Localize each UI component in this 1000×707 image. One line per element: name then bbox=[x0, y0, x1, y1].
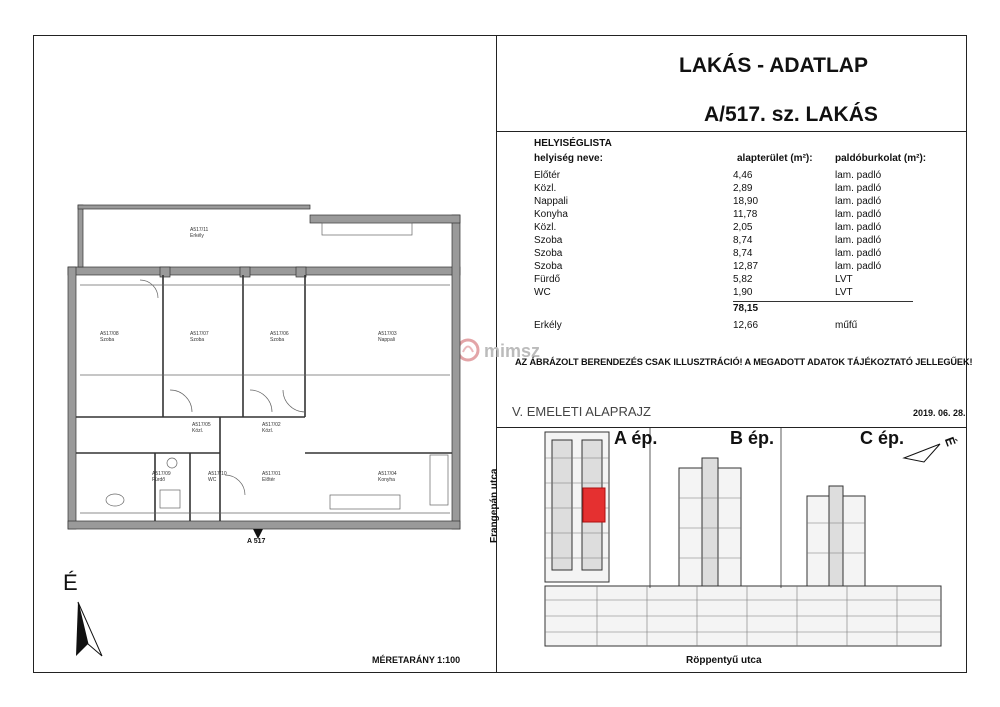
room-row-floor: lam. padló bbox=[835, 209, 882, 220]
room-row-floor: lam. padló bbox=[835, 261, 882, 272]
north-arrow-icon bbox=[72, 600, 106, 658]
room-row-name: Fürdő bbox=[534, 274, 561, 285]
balcony-floor: műfű bbox=[835, 320, 858, 331]
room-row-floor: lam. padló bbox=[835, 170, 882, 181]
col-header-floor: paldóburkolat (m²): bbox=[835, 153, 927, 164]
disclaimer: AZ ÁBRÁZOLT BERENDEZÉS CSAK ILLUSZTRÁCIÓ! A MEGADOTT ADATOK TÁJÉKOZTATÓ JELLEGŰEK! bbox=[515, 357, 973, 367]
room-row-name: Közl. bbox=[534, 222, 557, 233]
room-row-name: Szoba bbox=[534, 261, 563, 272]
street-bottom-label: Röppentyű utca bbox=[686, 655, 762, 666]
floor-plan-drawing bbox=[60, 195, 480, 555]
col-header-area: alapterület (m²): bbox=[737, 153, 813, 164]
room-row-floor: LVT bbox=[835, 287, 853, 298]
room-row-area: 12,87 bbox=[733, 261, 759, 272]
scale-label: MÉRETARÁNY 1:100 bbox=[372, 655, 461, 665]
room-row-name: Konyha bbox=[534, 209, 568, 220]
total-area: 78,15 bbox=[733, 303, 759, 314]
room-row-area: 2,89 bbox=[733, 183, 753, 194]
room-row-floor: lam. padló bbox=[835, 235, 882, 246]
plan-room-label: A517/07 Szoba bbox=[190, 331, 209, 343]
col-header-name: helyiség neve: bbox=[534, 153, 603, 164]
room-list-title: HELYISÉGLISTA bbox=[534, 138, 612, 149]
entry-label: A 517 bbox=[247, 538, 266, 545]
building-b-label: B ép. bbox=[730, 428, 775, 448]
room-row-floor: lam. padló bbox=[835, 183, 882, 194]
room-row-name: Előtér bbox=[534, 170, 561, 181]
apartment-number: A/517. sz. LAKÁS bbox=[704, 103, 878, 126]
total-rule bbox=[733, 301, 913, 302]
room-row-floor: lam. padló bbox=[835, 196, 882, 207]
plan-room-label: A517/05 Közl. bbox=[192, 422, 211, 434]
plan-room-label: A517/09 Fürdő bbox=[152, 471, 171, 483]
plan-room-label: A517/06 Szoba bbox=[270, 331, 289, 343]
plan-room-label: A517/10 WC bbox=[208, 471, 227, 483]
room-row-area: 1,90 bbox=[733, 287, 753, 298]
title-divider bbox=[496, 131, 967, 132]
room-row-area: 11,78 bbox=[733, 209, 758, 220]
site-plan bbox=[497, 428, 967, 672]
street-left-label: Frangepán utca bbox=[489, 468, 500, 543]
room-row-floor: LVT bbox=[835, 274, 853, 285]
watermark-text: mimsz bbox=[484, 341, 541, 361]
sheet-date: 2019. 06. 28. bbox=[913, 408, 966, 418]
plan-room-label: A517/01 Előtér bbox=[262, 471, 281, 483]
plan-room-label: A517/02 Közl. bbox=[262, 422, 281, 434]
plan-room-label: A517/04 Konyha bbox=[378, 471, 397, 483]
room-row-name: WC bbox=[534, 287, 551, 298]
building-c-label: C ép. bbox=[860, 428, 905, 448]
room-row-floor: lam. padló bbox=[835, 248, 882, 259]
room-row-name: Közl. bbox=[534, 183, 557, 194]
room-row-name: Szoba bbox=[534, 248, 563, 259]
room-row-area: 5,82 bbox=[733, 274, 753, 285]
floor-plan-title: V. EMELETI ALAPRAJZ bbox=[512, 404, 651, 419]
room-row-floor: lam. padló bbox=[835, 222, 882, 233]
plan-room-label: A517/11 Erkély bbox=[190, 227, 209, 239]
room-row-name: Nappali bbox=[534, 196, 568, 207]
site-north-arrow-icon bbox=[902, 442, 942, 466]
room-row-name: Szoba bbox=[534, 235, 563, 246]
room-row-area: 8,74 bbox=[733, 235, 753, 246]
room-row-area: 18,90 bbox=[733, 196, 759, 207]
balcony-area: 12,66 bbox=[733, 320, 759, 331]
room-row-area: 8,74 bbox=[733, 248, 753, 259]
north-label: É bbox=[63, 570, 78, 595]
site-north-label: É bbox=[941, 434, 959, 449]
plan-room-label: A517/08 Szoba bbox=[100, 331, 119, 343]
room-row-area: 4,46 bbox=[733, 170, 753, 181]
room-row-area: 2,05 bbox=[733, 222, 753, 233]
sheet-title: LAKÁS - ADATLAP bbox=[679, 54, 868, 77]
balcony-name: Erkély bbox=[534, 320, 562, 331]
plan-room-label: A517/03 Nappali bbox=[378, 331, 397, 343]
building-a-label: A ép. bbox=[614, 428, 658, 448]
